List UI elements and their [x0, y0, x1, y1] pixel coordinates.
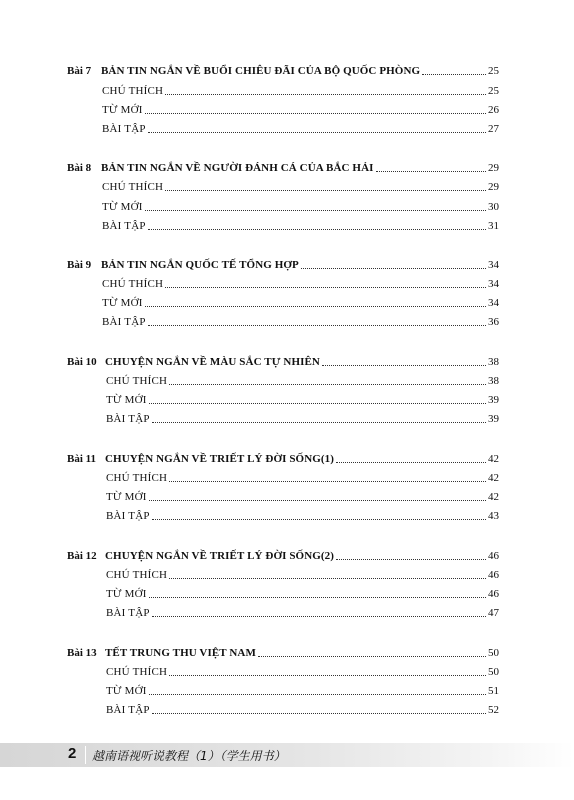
section-label: CHÚ THÍCH [102, 181, 164, 193]
toc-chapter-row[interactable] [0, 547, 574, 563]
section-label: BÀI TẬP [106, 510, 150, 522]
toc-section-row[interactable] [0, 82, 574, 98]
footer-band [0, 743, 574, 767]
toc-section-row[interactable] [0, 275, 574, 291]
dot-leader [422, 74, 486, 75]
section-label: CHÚ THÍCH [106, 666, 168, 678]
toc-chapter-row[interactable] [0, 159, 574, 175]
lesson-number: Bài 8 [67, 162, 92, 174]
page-number: 42 [488, 491, 499, 503]
lesson-number: Bài 12 [67, 550, 97, 562]
page-number: 43 [488, 510, 499, 522]
section-label: TỪ MỚI [106, 588, 147, 600]
page-number: 39 [488, 394, 499, 406]
page-number: 34 [488, 278, 499, 290]
toc-chapter-row[interactable] [0, 256, 574, 272]
section-label: BÀI TẬP [102, 220, 146, 232]
footer-page-number: 2 [68, 745, 77, 762]
page-footer [0, 743, 574, 767]
dot-leader [376, 171, 486, 172]
page-number: 25 [488, 85, 499, 97]
toc-chapter-row[interactable] [0, 450, 574, 466]
page-number: 39 [488, 413, 499, 425]
section-label: BÀI TẬP [102, 123, 146, 135]
page-number: 30 [488, 201, 499, 213]
dot-leader [301, 268, 486, 269]
page-number: 38 [488, 375, 499, 387]
toc-section-row[interactable] [0, 585, 574, 601]
toc-section-row[interactable] [0, 391, 574, 407]
footer-divider [85, 746, 86, 764]
page-number: 46 [488, 550, 499, 562]
dot-leader [145, 306, 486, 307]
lesson-title: CHUYỆN NGẮN VỀ TRIẾT LÝ ĐỜI SỐNG(2) [105, 550, 335, 562]
page-number: 25 [488, 65, 499, 77]
lesson-number: Bài 9 [67, 259, 92, 271]
page-number: 38 [488, 356, 499, 368]
dot-leader [145, 210, 486, 211]
page-number: 34 [488, 259, 499, 271]
section-label: TỪ MỚI [106, 394, 147, 406]
dot-leader [169, 675, 486, 676]
toc-section-row[interactable] [0, 372, 574, 388]
dot-leader [169, 384, 486, 385]
page-number: 46 [488, 569, 499, 581]
section-label: BÀI TẬP [106, 607, 150, 619]
page-number: 27 [488, 123, 499, 135]
lesson-number: Bài 10 [67, 356, 97, 368]
toc-chapter-row[interactable] [0, 62, 574, 78]
dot-leader [152, 422, 486, 423]
toc-section-row[interactable] [0, 488, 574, 504]
toc-section-row[interactable] [0, 120, 574, 136]
toc-section-row[interactable] [0, 682, 574, 698]
toc-section-row[interactable] [0, 507, 574, 523]
footer-book-title: 越南语视听说教程（1）（学生用书） [92, 749, 286, 763]
dot-leader [152, 519, 486, 520]
dot-leader [336, 559, 486, 560]
toc-section-row[interactable] [0, 178, 574, 194]
page-number: 50 [488, 647, 499, 659]
lesson-title: BẢN TIN NGẮN VỀ BUỔI CHIÊU ĐÃI CỦA BỘ QUỐC PHÒNG [101, 65, 421, 77]
toc-section-row[interactable] [0, 198, 574, 214]
toc-section-row[interactable] [0, 313, 574, 329]
section-label: BÀI TẬP [102, 316, 146, 328]
section-label: CHÚ THÍCH [102, 278, 164, 290]
toc-section-row[interactable] [0, 663, 574, 679]
dot-leader [148, 229, 486, 230]
dot-leader [165, 94, 486, 95]
section-label: BÀI TẬP [106, 413, 150, 425]
lesson-number: Bài 11 [67, 453, 97, 465]
lesson-number: Bài 13 [67, 647, 97, 659]
page-number: 34 [488, 297, 499, 309]
dot-leader [148, 132, 486, 133]
section-label: TỪ MỚI [106, 685, 147, 697]
page-number: 29 [488, 181, 499, 193]
section-label: CHÚ THÍCH [102, 85, 164, 97]
dot-leader [149, 694, 486, 695]
section-label: TỪ MỚI [106, 491, 147, 503]
page-number: 36 [488, 316, 499, 328]
lesson-title: BẢN TIN NGẮN VỀ NGƯỜI ĐÁNH CÁ CỦA BẮC HẢI [101, 162, 374, 174]
page-number: 52 [488, 704, 499, 716]
toc-section-row[interactable] [0, 294, 574, 310]
page-number: 29 [488, 162, 499, 174]
lesson-title: TẾT TRUNG THU VIỆT NAM [105, 647, 256, 659]
page-number: 47 [488, 607, 499, 619]
toc-section-row[interactable] [0, 410, 574, 426]
dot-leader [145, 113, 486, 114]
dot-leader [149, 403, 486, 404]
page-number: 26 [488, 104, 499, 116]
lesson-number: Bài 7 [67, 65, 92, 77]
section-label: CHÚ THÍCH [106, 569, 168, 581]
section-label: TỪ MỚI [102, 297, 143, 309]
dot-leader [169, 481, 486, 482]
section-label: TỪ MỚI [102, 201, 143, 213]
dot-leader [152, 713, 486, 714]
dot-leader [336, 462, 486, 463]
page-number: 42 [488, 453, 499, 465]
toc-chapter-row[interactable] [0, 353, 574, 369]
dot-leader [149, 597, 486, 598]
lesson-title: CHUYỆN NGẮN VỀ TRIẾT LÝ ĐỜI SỐNG(1) [105, 453, 335, 465]
toc-section-row[interactable] [0, 604, 574, 620]
dot-leader [169, 578, 486, 579]
page-number: 42 [488, 472, 499, 484]
section-label: CHÚ THÍCH [106, 472, 168, 484]
toc-section-row[interactable] [0, 469, 574, 485]
section-label: TỪ MỚI [102, 104, 143, 116]
page-number: 31 [488, 220, 499, 232]
toc-section-row[interactable] [0, 101, 574, 117]
lesson-title: BẢN TIN NGẮN QUỐC TẾ TỔNG HỢP [101, 259, 299, 271]
dot-leader [258, 656, 486, 657]
dot-leader [165, 287, 486, 288]
dot-leader [149, 500, 486, 501]
section-label: CHÚ THÍCH [106, 375, 168, 387]
dot-leader [322, 365, 486, 366]
page-number: 50 [488, 666, 499, 678]
dot-leader [152, 616, 486, 617]
toc-section-row[interactable] [0, 701, 574, 717]
toc-section-row[interactable] [0, 217, 574, 233]
page-number: 46 [488, 588, 499, 600]
dot-leader [165, 190, 486, 191]
toc-chapter-row[interactable] [0, 644, 574, 660]
section-label: BÀI TẬP [106, 704, 150, 716]
lesson-title: CHUYỆN NGẮN VỀ MÀU SẮC TỰ NHIÊN [105, 356, 320, 368]
dot-leader [148, 325, 486, 326]
toc-section-row[interactable] [0, 566, 574, 582]
page-number: 51 [488, 685, 499, 697]
